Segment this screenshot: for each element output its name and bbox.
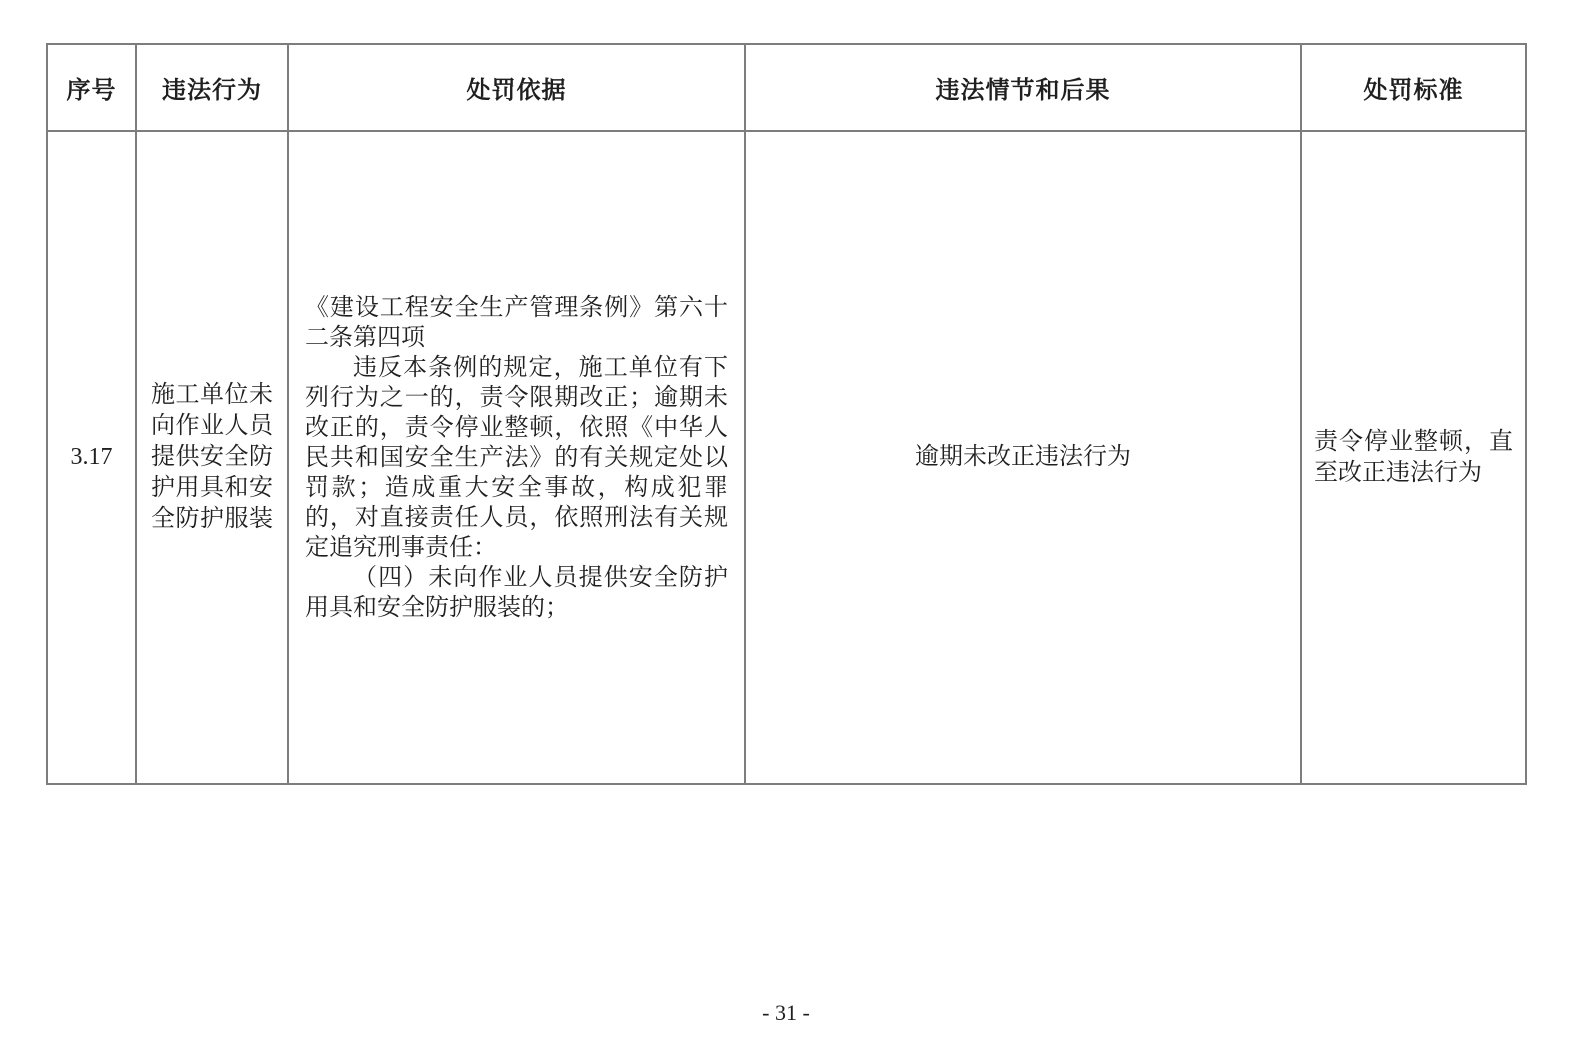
page-number: - 31 - xyxy=(762,1000,810,1025)
column-header-serial-number: 序号 xyxy=(47,44,136,131)
penalty-table xyxy=(46,43,1527,785)
penalty-basis-cell xyxy=(288,131,745,784)
column-header-penalty-basis: 处罚依据 xyxy=(288,44,745,131)
illegal-behavior-cell: 施工单位未向作业人员提供安全防护用具和安全防护服装 xyxy=(136,131,288,784)
column-header-penalty-standard: 处罚标准 xyxy=(1301,44,1526,131)
penalty-basis-paragraph-1: 《建设工程安全生产管理条例》第六十二条第四项 xyxy=(305,294,728,351)
column-header-illegal-behavior: 违法行为 xyxy=(136,44,288,131)
column-header-illegal-circumstances: 违法情节和后果 xyxy=(745,44,1301,131)
serial-number-cell: 3.17 xyxy=(47,131,136,784)
table-row xyxy=(47,131,1526,784)
penalty-basis-paragraph-3: （四）未向作业人员提供安全防护用具和安全防护服装的； xyxy=(305,564,728,621)
penalty-standard-cell: 责令停业整顿，直至改正违法行为 xyxy=(1301,131,1526,784)
table-header-row xyxy=(47,44,1526,131)
illegal-circumstances-cell: 逾期未改正违法行为 xyxy=(745,131,1301,784)
penalty-basis-paragraph-2: 违反本条例的规定，施工单位有下列行为之一的，责令限期改正；逾期未改正的，责令停业整顿，依照《中华人民共和国安全生产法》的有关规定处以罚款；造成重大安全事故，构成犯罪的，对直接责任人员，依照刑法有关规定追究刑事责任： xyxy=(305,354,728,561)
